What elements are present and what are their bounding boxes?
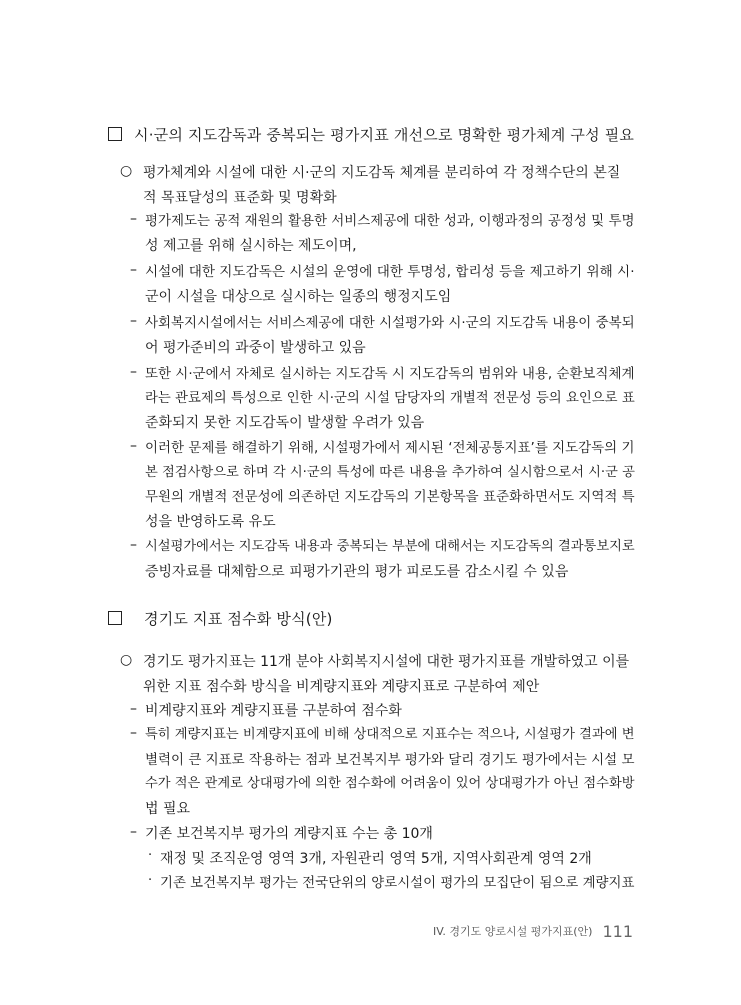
- text-line: 재정 및 조직운영 영역 3개, 자원관리 영역 5개, 지역사회관계 영역 2개: [160, 851, 592, 867]
- text-line: 이러한 문제를 해결하기 위해, 시설평가에서 제시된 ‘전체공통지표’를 지도감독의 기: [145, 440, 635, 456]
- dash-bullet-icon: –: [130, 701, 137, 717]
- text-line: 수가 적은 관계로 상대평가에 의한 점수화에 어려움이 있어 상대평가가 아닌 점수화방: [145, 776, 635, 791]
- text-line: 시설에 대한 지도감독은 시설의 운영에 대한 투명성, 합리성 등을 제고하기 위해 시·: [145, 264, 635, 280]
- checkbox-square-icon: [108, 127, 122, 141]
- text-line: 기존 보건복지부 평가의 계량지표 수는 총 10개: [145, 826, 433, 842]
- page-footer: [433, 922, 633, 941]
- section-heading-text: 시·군의 지도감독과 중복되는 평가지표 개선으로 명확한 평가체계 구성 필요: [134, 126, 635, 144]
- text-line: 별력이 큰 지표로 작용하는 점과 보건복지부 평가와 달리 경기도 평가에서는 시설 모: [145, 751, 635, 768]
- sub-list-item: [160, 847, 592, 872]
- text-line: 어 평가준비의 과중이 발생하고 있음: [145, 339, 366, 356]
- list-item: [145, 209, 634, 258]
- list-item: [145, 822, 433, 847]
- section-heading-1: [108, 124, 634, 145]
- dash-bullet-icon: –: [130, 438, 137, 454]
- dot-bullet-icon: ·: [148, 848, 153, 863]
- list-item: [145, 311, 635, 360]
- section-heading-2: [108, 608, 333, 629]
- list-item: [145, 362, 635, 436]
- circle-bullet-icon: ○: [120, 652, 133, 668]
- dot-bullet-icon: ·: [148, 873, 153, 888]
- text-line: 사회복지시설에서는 서비스제공에 대한 시설평가와 시·군의 지도감독 내용이 중복되: [145, 315, 635, 331]
- text-line: 성 제고를 위해 실시하는 제도이며,: [145, 237, 357, 254]
- sub-list-item: [160, 872, 634, 897]
- point-paragraph-1: [143, 161, 620, 210]
- list-item: [145, 723, 635, 821]
- text-line: 비계량지표와 계량지표를 구분하여 점수화: [145, 703, 402, 719]
- list-item: [145, 699, 402, 724]
- page-number: 111: [602, 922, 633, 941]
- circle-bullet-icon: ○: [120, 163, 133, 179]
- text-line: 위한 지표 점수화 방식을 비계량지표와 계량지표로 구분하여 제안: [143, 678, 540, 695]
- list-item: [145, 436, 635, 534]
- text-line: 성을 반영하도록 유도: [145, 513, 276, 530]
- section-heading-text: 경기도 지표 점수화 방식(안): [144, 610, 333, 628]
- text-line: 본 점검사항으로 하며 각 시·군의 특성에 따른 내용을 추가하여 실시함으로서 시·군 공: [145, 464, 635, 480]
- footer-chapter-title: IV. 경기도 양로시설 평가지표(안): [433, 925, 593, 938]
- list-item: [145, 535, 635, 584]
- text-line: 경기도 평가지표는 11개 분야 사회복지시설에 대한 평가지표를 개발하였고 이를: [143, 654, 630, 670]
- text-line: 또한 시·군에서 자체로 실시하는 지도감독 시 지도감독의 범위와 내용, 순환보직체계: [145, 366, 635, 382]
- text-line: 법 필요: [145, 800, 191, 817]
- dash-bullet-icon: –: [130, 313, 137, 329]
- point-paragraph-2: [143, 650, 629, 699]
- dash-bullet-icon: –: [130, 262, 137, 278]
- text-line: 준화되지 못한 지도감독이 발생할 우려가 있음: [145, 415, 425, 431]
- text-line: 평가체계와 시설에 대한 시·군의 지도감독 체계를 분리하여 각 정책수단의 본질: [143, 165, 621, 181]
- text-line: 시설평가에서는 지도감독 내용과 중복되는 부분에 대해서는 지도감독의 결과통보지로: [145, 539, 635, 554]
- text-line: 무원의 개별적 전문성에 의존하던 지도감독의 기본항목을 표준화하면서도 지역적 특: [145, 489, 635, 505]
- text-line: 기존 보건복지부 평가는 전국단위의 양로시설이 평가의 모집단이 됨으로 계량지표: [160, 876, 635, 891]
- text-line: 증빙자료를 대체함으로 피평가기관의 평가 피로도를 감소시킬 수 있음: [145, 563, 569, 580]
- dash-bullet-icon: –: [130, 725, 137, 741]
- checkbox-square-icon: [108, 611, 122, 625]
- text-line: 라는 관료제의 특성으로 인한 시·군의 시설 담당자의 개별적 전문성 등의 요인으로 표: [145, 390, 635, 406]
- text-line: 군이 시설을 대상으로 실시하는 일종의 행정지도임: [145, 288, 452, 305]
- list-item: [145, 260, 635, 309]
- text-line: 특히 계량지표는 비계량지표에 비해 상대적으로 지표수는 적으나, 시설평가 결과에 변: [145, 727, 635, 742]
- dash-bullet-icon: –: [130, 364, 137, 380]
- dash-bullet-icon: –: [130, 824, 137, 840]
- text-line: 평가제도는 공적 재원의 활용한 서비스제공에 대한 성과, 이행과정의 공정성 및 투명: [145, 213, 635, 229]
- text-line: 적 목표달성의 표준화 및 명확화: [143, 189, 337, 206]
- dash-bullet-icon: –: [130, 211, 137, 227]
- dash-bullet-icon: –: [130, 537, 137, 553]
